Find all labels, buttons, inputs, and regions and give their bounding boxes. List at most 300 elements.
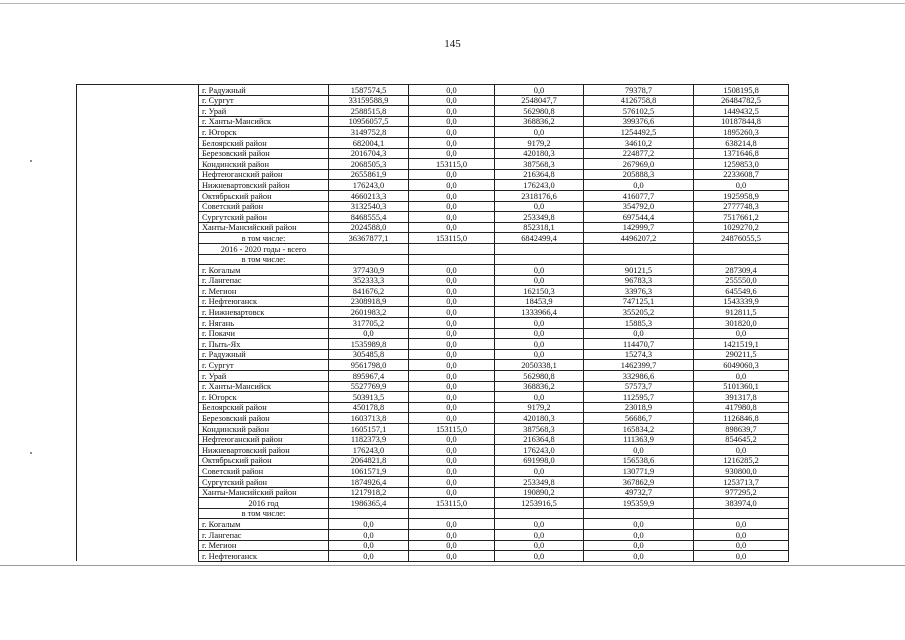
value-cell: 153115,0 — [409, 159, 495, 170]
value-cell: 0,0 — [584, 540, 694, 551]
blank-cell — [77, 318, 199, 329]
value-cell: 26484782,5 — [694, 95, 789, 106]
table-row — [77, 212, 789, 223]
blank-cell — [77, 413, 199, 424]
blank-cell — [77, 339, 199, 350]
municipality-name: Нижневартовский район — [199, 445, 329, 456]
table-row — [77, 540, 789, 551]
value-cell — [495, 254, 584, 265]
municipality-name: г. Мегион — [199, 540, 329, 551]
value-cell: 0,0 — [495, 519, 584, 530]
blank-cell — [77, 508, 199, 519]
blank-cell — [77, 296, 199, 307]
value-cell: 0,0 — [409, 466, 495, 477]
value-cell: 562980,8 — [495, 106, 584, 117]
value-cell: 2588515,8 — [329, 106, 409, 117]
value-cell: 450178,8 — [329, 402, 409, 413]
blank-cell — [77, 137, 199, 148]
municipality-name: г. Нижневартовск — [199, 307, 329, 318]
municipality-name: Нефтеюганский район — [199, 169, 329, 180]
value-cell: 253349,8 — [495, 476, 584, 487]
blank-cell — [77, 498, 199, 509]
blank-cell — [77, 466, 199, 477]
value-cell: 0,0 — [409, 328, 495, 339]
value-cell: 305485,8 — [329, 349, 409, 360]
value-cell: 0,0 — [495, 127, 584, 138]
value-cell: 367862,9 — [584, 476, 694, 487]
table-row — [77, 519, 789, 530]
municipality-name: г. Урай — [199, 371, 329, 382]
value-cell: 0,0 — [409, 476, 495, 487]
value-cell: 0,0 — [584, 328, 694, 339]
value-cell: 0,0 — [409, 116, 495, 127]
budget-table — [76, 84, 789, 562]
value-cell: 0,0 — [409, 85, 495, 96]
value-cell: 36367877,1 — [329, 233, 409, 244]
value-cell: 2068505,3 — [329, 159, 409, 170]
value-cell: 355205,2 — [584, 307, 694, 318]
value-cell: 9179,2 — [495, 137, 584, 148]
value-cell: 0,0 — [329, 519, 409, 530]
blank-cell — [77, 243, 199, 254]
value-cell: 2777748,3 — [694, 201, 789, 212]
value-cell: 0,0 — [495, 540, 584, 551]
value-cell — [584, 508, 694, 519]
value-cell: 895967,4 — [329, 371, 409, 382]
table-row — [77, 371, 789, 382]
scan-top-edge — [0, 3, 905, 4]
value-cell: 176243,0 — [329, 445, 409, 456]
table-row — [77, 85, 789, 96]
value-cell: 96783,3 — [584, 275, 694, 286]
value-cell: 33159588,9 — [329, 95, 409, 106]
table-row — [77, 487, 789, 498]
value-cell: 0,0 — [409, 180, 495, 191]
value-cell: 0,0 — [694, 551, 789, 562]
municipality-name: г. Югорск — [199, 127, 329, 138]
value-cell: 1925958,9 — [694, 190, 789, 201]
value-cell: 4496207,2 — [584, 233, 694, 244]
value-cell: 0,0 — [694, 529, 789, 540]
table-row — [77, 349, 789, 360]
value-cell: 352333,3 — [329, 275, 409, 286]
value-cell: 1603713,8 — [329, 413, 409, 424]
value-cell: 562980,8 — [495, 371, 584, 382]
value-cell: 645549,6 — [694, 286, 789, 297]
value-cell — [495, 508, 584, 519]
blank-cell — [77, 190, 199, 201]
municipality-name: г. Лангепас — [199, 275, 329, 286]
municipality-name: Березовский район — [199, 148, 329, 159]
value-cell: 0,0 — [409, 95, 495, 106]
value-cell: 0,0 — [409, 296, 495, 307]
blank-cell — [77, 371, 199, 382]
value-cell: 576102,5 — [584, 106, 694, 117]
blank-cell — [77, 551, 199, 562]
value-cell: 387568,3 — [495, 159, 584, 170]
blank-cell — [77, 455, 199, 466]
value-cell: 1449432,5 — [694, 106, 789, 117]
table-row — [77, 106, 789, 117]
municipality-name: Октябрьский район — [199, 455, 329, 466]
value-cell: 416077,7 — [584, 190, 694, 201]
table-row — [77, 95, 789, 106]
value-cell: 0,0 — [409, 445, 495, 456]
municipality-name: в том числе: — [199, 254, 329, 265]
municipality-name: 2016 год — [199, 498, 329, 509]
value-cell: 0,0 — [694, 328, 789, 339]
value-cell: 2548047,7 — [495, 95, 584, 106]
value-cell: 0,0 — [409, 148, 495, 159]
value-cell: 111363,9 — [584, 434, 694, 445]
value-cell — [495, 243, 584, 254]
value-cell: 2233608,7 — [694, 169, 789, 180]
value-cell: 1126846,8 — [694, 413, 789, 424]
value-cell: 0,0 — [409, 371, 495, 382]
municipality-name: Советский район — [199, 466, 329, 477]
value-cell: 0,0 — [495, 551, 584, 562]
municipality-name: г. Радужный — [199, 85, 329, 96]
value-cell: 0,0 — [694, 371, 789, 382]
value-cell: 49732,7 — [584, 487, 694, 498]
municipality-name: Ханты-Мансийский район — [199, 487, 329, 498]
value-cell — [409, 243, 495, 254]
blank-cell — [77, 307, 199, 318]
blank-cell — [77, 402, 199, 413]
value-cell: 0,0 — [409, 487, 495, 498]
municipality-name: г. Сургут — [199, 95, 329, 106]
value-cell: 0,0 — [584, 529, 694, 540]
value-cell: 0,0 — [584, 519, 694, 530]
value-cell: 1421519,1 — [694, 339, 789, 350]
value-cell: 0,0 — [409, 381, 495, 392]
table-row — [77, 296, 789, 307]
value-cell: 691998,0 — [495, 455, 584, 466]
blank-cell — [77, 85, 199, 96]
blank-cell — [77, 106, 199, 117]
value-cell: 216364,8 — [495, 169, 584, 180]
value-cell: 638214,8 — [694, 137, 789, 148]
table-row — [77, 275, 789, 286]
value-cell: 287309,4 — [694, 265, 789, 276]
value-cell: 387568,3 — [495, 424, 584, 435]
value-cell: 697544,4 — [584, 212, 694, 223]
value-cell: 1462399,7 — [584, 360, 694, 371]
table-row — [77, 455, 789, 466]
value-cell: 0,0 — [409, 307, 495, 318]
value-cell: 1986365,4 — [329, 498, 409, 509]
table-row — [77, 551, 789, 562]
table-row — [77, 222, 789, 233]
blank-cell — [77, 487, 199, 498]
value-cell — [694, 508, 789, 519]
municipality-name: в том числе: — [199, 233, 329, 244]
table-row — [77, 498, 789, 509]
value-cell: 1259853,0 — [694, 159, 789, 170]
blank-cell — [77, 328, 199, 339]
value-cell: 24876055,5 — [694, 233, 789, 244]
municipality-name: 2016 - 2020 годы - всего — [199, 243, 329, 254]
value-cell: 2318176,6 — [495, 190, 584, 201]
value-cell: 0,0 — [409, 106, 495, 117]
value-cell: 176243,0 — [329, 180, 409, 191]
value-cell: 399376,6 — [584, 116, 694, 127]
municipality-name: г. Покачи — [199, 328, 329, 339]
table-row — [77, 339, 789, 350]
value-cell: 912811,5 — [694, 307, 789, 318]
value-cell: 0,0 — [329, 529, 409, 540]
municipality-name: Белоярский район — [199, 137, 329, 148]
value-cell: 0,0 — [495, 466, 584, 477]
table-row — [77, 445, 789, 456]
value-cell: 1587574,5 — [329, 85, 409, 96]
blank-cell — [77, 127, 199, 138]
value-cell: 2601983,2 — [329, 307, 409, 318]
blank-cell — [77, 360, 199, 371]
value-cell: 0,0 — [409, 212, 495, 223]
value-cell: 5101360,1 — [694, 381, 789, 392]
blank-cell — [77, 233, 199, 244]
municipality-name: г. Мегион — [199, 286, 329, 297]
value-cell: 0,0 — [584, 551, 694, 562]
value-cell: 267969,0 — [584, 159, 694, 170]
value-cell: 56686,7 — [584, 413, 694, 424]
table-row — [77, 402, 789, 413]
value-cell: 0,0 — [409, 529, 495, 540]
value-cell: 1333966,4 — [495, 307, 584, 318]
value-cell: 0,0 — [409, 222, 495, 233]
value-cell: 33976,3 — [584, 286, 694, 297]
value-cell: 1895260,3 — [694, 127, 789, 138]
municipality-name: Кондинский район — [199, 159, 329, 170]
table-row — [77, 190, 789, 201]
municipality-name: г. Когалым — [199, 265, 329, 276]
value-cell: 0,0 — [409, 360, 495, 371]
blank-cell — [77, 275, 199, 286]
blank-cell — [77, 159, 199, 170]
value-cell: 0,0 — [409, 413, 495, 424]
scan-speck — [30, 160, 32, 162]
value-cell: 4660213,3 — [329, 190, 409, 201]
value-cell: 224877,2 — [584, 148, 694, 159]
blank-cell — [77, 95, 199, 106]
value-cell: 130771,9 — [584, 466, 694, 477]
value-cell: 1253713,7 — [694, 476, 789, 487]
table-row — [77, 137, 789, 148]
value-cell: 391317,8 — [694, 392, 789, 403]
municipality-name: Березовский район — [199, 413, 329, 424]
blank-cell — [77, 265, 199, 276]
value-cell: 1061571,9 — [329, 466, 409, 477]
blank-cell — [77, 529, 199, 540]
value-cell: 0,0 — [409, 286, 495, 297]
value-cell: 1605157,1 — [329, 424, 409, 435]
value-cell: 23018,9 — [584, 402, 694, 413]
value-cell: 0,0 — [409, 349, 495, 360]
scan-speck — [30, 452, 32, 454]
value-cell: 253349,8 — [495, 212, 584, 223]
value-cell: 0,0 — [409, 551, 495, 562]
value-cell: 1543339,9 — [694, 296, 789, 307]
blank-cell — [77, 349, 199, 360]
value-cell: 10187844,8 — [694, 116, 789, 127]
table-row — [77, 169, 789, 180]
value-cell: 18453,9 — [495, 296, 584, 307]
table-row — [77, 127, 789, 138]
municipality-name: Кондинский район — [199, 424, 329, 435]
value-cell: 6049060,3 — [694, 360, 789, 371]
value-cell: 3149752,8 — [329, 127, 409, 138]
table-row — [77, 307, 789, 318]
value-cell: 682004,1 — [329, 137, 409, 148]
blank-cell — [77, 540, 199, 551]
value-cell: 9561798,0 — [329, 360, 409, 371]
value-cell — [694, 243, 789, 254]
value-cell — [329, 243, 409, 254]
value-cell: 4126758,8 — [584, 95, 694, 106]
value-cell: 1217918,2 — [329, 487, 409, 498]
table-row — [77, 529, 789, 540]
municipality-name: г. Сургут — [199, 360, 329, 371]
municipality-name: Сургутский район — [199, 212, 329, 223]
municipality-name: г. Югорск — [199, 392, 329, 403]
value-cell: 0,0 — [495, 318, 584, 329]
value-cell: 0,0 — [409, 318, 495, 329]
value-cell: 0,0 — [495, 392, 584, 403]
value-cell: 34610,2 — [584, 137, 694, 148]
value-cell: 0,0 — [409, 275, 495, 286]
value-cell: 0,0 — [409, 392, 495, 403]
value-cell: 0,0 — [694, 445, 789, 456]
value-cell: 368836,2 — [495, 381, 584, 392]
municipality-name: Нижневартовский район — [199, 180, 329, 191]
value-cell: 8468555,4 — [329, 212, 409, 223]
value-cell: 0,0 — [329, 328, 409, 339]
value-cell: 6842499,4 — [495, 233, 584, 244]
value-cell: 854645,2 — [694, 434, 789, 445]
municipality-name: Белоярский район — [199, 402, 329, 413]
value-cell: 2050338,1 — [495, 360, 584, 371]
value-cell: 0,0 — [409, 402, 495, 413]
value-cell: 290211,5 — [694, 349, 789, 360]
blank-cell — [77, 286, 199, 297]
blank-cell — [77, 424, 199, 435]
value-cell: 747125,1 — [584, 296, 694, 307]
value-cell: 0,0 — [409, 137, 495, 148]
blank-cell — [77, 476, 199, 487]
value-cell: 216364,8 — [495, 434, 584, 445]
value-cell: 153115,0 — [409, 424, 495, 435]
municipality-name: г. Нягань — [199, 318, 329, 329]
value-cell — [694, 254, 789, 265]
table-row — [77, 180, 789, 191]
value-cell: 2655861,9 — [329, 169, 409, 180]
value-cell: 1182373,9 — [329, 434, 409, 445]
value-cell: 90121,5 — [584, 265, 694, 276]
table-row — [77, 424, 789, 435]
page-number: 145 — [444, 38, 461, 50]
value-cell: 301820,0 — [694, 318, 789, 329]
value-cell: 0,0 — [409, 201, 495, 212]
value-cell: 190890,2 — [495, 487, 584, 498]
value-cell: 0,0 — [409, 190, 495, 201]
value-cell: 0,0 — [694, 519, 789, 530]
value-cell: 1508195,8 — [694, 85, 789, 96]
value-cell: 0,0 — [329, 540, 409, 551]
scan-fold-line — [0, 565, 905, 566]
value-cell: 0,0 — [409, 540, 495, 551]
municipality-name: г. Урай — [199, 106, 329, 117]
value-cell: 0,0 — [409, 519, 495, 530]
value-cell — [329, 508, 409, 519]
municipality-name: г. Нефтеюганск — [199, 551, 329, 562]
blank-cell — [77, 381, 199, 392]
municipality-name: Сургутский район — [199, 476, 329, 487]
value-cell: 0,0 — [495, 349, 584, 360]
table-row — [77, 476, 789, 487]
value-cell: 0,0 — [409, 339, 495, 350]
blank-cell — [77, 392, 199, 403]
value-cell: 0,0 — [409, 127, 495, 138]
value-cell: 2308918,9 — [329, 296, 409, 307]
value-cell: 383974,0 — [694, 498, 789, 509]
municipality-name: в том числе: — [199, 508, 329, 519]
municipality-name: Советский район — [199, 201, 329, 212]
value-cell: 977295,2 — [694, 487, 789, 498]
blank-cell — [77, 519, 199, 530]
value-cell: 930800,0 — [694, 466, 789, 477]
value-cell — [409, 508, 495, 519]
value-cell: 2024588,0 — [329, 222, 409, 233]
table-row — [77, 254, 789, 265]
table-row — [77, 265, 789, 276]
value-cell — [409, 254, 495, 265]
value-cell — [584, 243, 694, 254]
value-cell: 5527769,9 — [329, 381, 409, 392]
value-cell: 0,0 — [694, 180, 789, 191]
value-cell: 0,0 — [409, 434, 495, 445]
blank-cell — [77, 201, 199, 212]
value-cell: 2064821,8 — [329, 455, 409, 466]
value-cell: 354792,0 — [584, 201, 694, 212]
value-cell: 0,0 — [409, 265, 495, 276]
blank-cell — [77, 434, 199, 445]
value-cell: 0,0 — [495, 529, 584, 540]
value-cell: 1029270,2 — [694, 222, 789, 233]
table-row — [77, 381, 789, 392]
value-cell: 112595,7 — [584, 392, 694, 403]
value-cell: 1253916,5 — [495, 498, 584, 509]
value-cell: 153115,0 — [409, 233, 495, 244]
value-cell: 0,0 — [329, 551, 409, 562]
value-cell: 0,0 — [409, 169, 495, 180]
value-cell: 0,0 — [495, 85, 584, 96]
blank-cell — [77, 212, 199, 223]
municipality-name: г. Пыть-Ях — [199, 339, 329, 350]
value-cell: 15885,3 — [584, 318, 694, 329]
table-row — [77, 233, 789, 244]
value-cell — [584, 254, 694, 265]
table-row — [77, 413, 789, 424]
value-cell: 3132540,3 — [329, 201, 409, 212]
table-row — [77, 243, 789, 254]
table-row — [77, 508, 789, 519]
value-cell: 57573,7 — [584, 381, 694, 392]
value-cell — [329, 254, 409, 265]
table-row — [77, 318, 789, 329]
table-row — [77, 286, 789, 297]
value-cell: 1535989,8 — [329, 339, 409, 350]
